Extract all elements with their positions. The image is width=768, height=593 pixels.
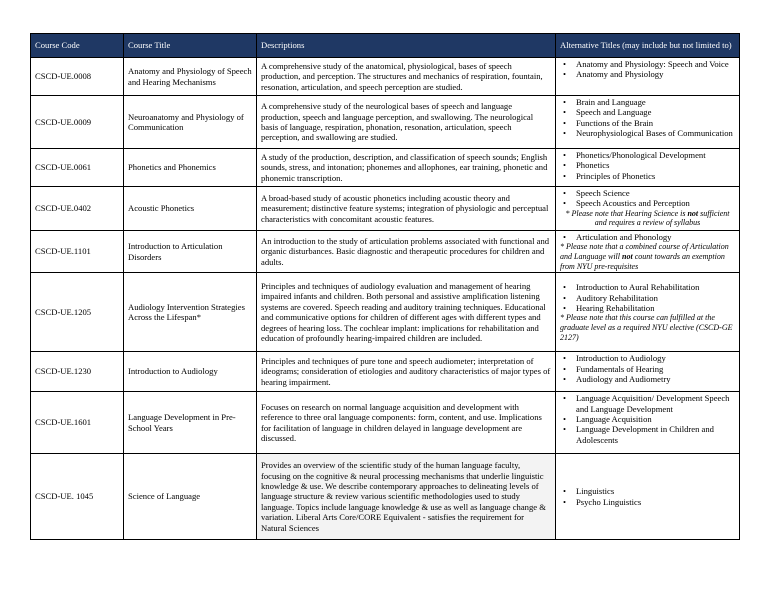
alternative-titles — [556, 231, 740, 273]
list-item: • Speech Acoustics and Perception — [573, 198, 735, 208]
header-course-title: Course Title — [124, 34, 257, 58]
list-item: • Neurophysiological Bases of Communication — [573, 128, 735, 138]
list-item: • Anatomy and Physiology: Speech and Voice — [573, 59, 735, 69]
table-row — [31, 454, 740, 540]
list-item: • Anatomy and Physiology — [573, 69, 735, 79]
table-row — [31, 58, 740, 96]
course-title: Introduction to Articulation Disorders — [124, 231, 257, 273]
course-title: Neuroanatomy and Physiology of Communication — [124, 96, 257, 149]
course-description: A comprehensive study of the anatomical, physiological, bases of speech production, and perception. The structures and mechanics of respiration, fountain, resonation, articulation, and speech perception are studied. — [257, 58, 556, 96]
alternative-titles — [556, 392, 740, 454]
table-row — [31, 149, 740, 187]
course-code: CSCD-UE.1230 — [31, 352, 124, 392]
course-title: Language Development in Pre-School Years — [124, 392, 257, 454]
course-title: Acoustic Phonetics — [124, 187, 257, 231]
alternative-titles — [556, 58, 740, 96]
course-description: A study of the production, description, and classification of speech sounds; English sounds, stress, and intonation; phonemes and allophones, ear training, phonetic and phonemic transcription. — [257, 149, 556, 187]
header-row — [31, 34, 740, 58]
note: * Please note that Hearing Science is not sufficient and requires a review of syllabus — [565, 208, 730, 228]
course-description: Provides an overview of the scientific study of the human language faculty, focusing on the cognitive & neural processing mechanisms that underlie linguistic knowledge & use. We describe contemporary approaches to delineating levels of language structure & review various scientific methodologies used to study language. Topics include language knowledge & use as well as language change & variation. Liberal Arts Core/CORE Equivalent - satisfies the requirement for Natural Sciences — [257, 454, 556, 540]
header-alternative-titles: Alternative Titles (may include but not limited to) — [556, 34, 740, 58]
course-code: CSCD-UE.0402 — [31, 187, 124, 231]
list-item: • Articulation and Phonology — [573, 232, 735, 242]
list-item: • Language Acquisition/ Development Speech and Language Development — [573, 393, 735, 414]
list-item: • Language Acquisition — [573, 414, 735, 424]
course-code: CSCD-UE.1601 — [31, 392, 124, 454]
table-row — [31, 96, 740, 149]
list-item: • Functions of the Brain — [573, 118, 735, 128]
course-title: Audiology Intervention Strategies Across the Lifespan* — [124, 273, 257, 352]
list-item: • Phonetics — [573, 160, 735, 170]
course-description: An introduction to the study of articulation problems associated with functional and organic disturbances. Basic diagnostic and therapeutic procedures for children and adults. — [257, 231, 556, 273]
course-description: A comprehensive study of the neurological bases of speech and language production, speech and language perception, and swallowing. The neurological basis of language, respiration, phonation, resonation, articulation, speech perception, and swallowing are studied. — [257, 96, 556, 149]
header-course-code: Course Code — [31, 34, 124, 58]
alternative-titles — [556, 273, 740, 352]
alternative-titles — [556, 96, 740, 149]
course-description: Principles and techniques of audiology evaluation and management of hearing impaired infants and children. Both personal and assistive amplification listening systems are covered. Speech reading and auditory training techniques. Educational and communicative options for children of different ages with different types and degrees of hearing loss. The cochlear implant: implications for rehabilitation and education of profoundly hearing-impaired children are included. — [257, 273, 556, 352]
course-description: Focuses on research on normal language acquisition and development with reference to three oral language components: form, content, and use. Implications for facilitation of language in children delayed in language development are discussed. — [257, 392, 556, 454]
list-item: • Fundamentals of Hearing — [573, 364, 735, 374]
table-row — [31, 392, 740, 454]
list-item: • Speech and Language — [573, 107, 735, 117]
alternative-titles — [556, 454, 740, 540]
list-item: • Auditory Rehabilitation — [573, 293, 735, 303]
course-code: CSCD-UE. 1045 — [31, 454, 124, 540]
list-item: • Hearing Rehabilitation — [573, 303, 735, 313]
list-item: • Phonetics/Phonological Development — [573, 150, 735, 160]
alternative-titles — [556, 352, 740, 392]
course-title: Anatomy and Physiology of Speech and Hearing Mechanisms — [124, 58, 257, 96]
list-item: • Principles of Phonetics — [573, 171, 735, 181]
note: * Please note that this course can fulfilled at the graduate level as a required NYU elective (CSCD-GE 2127) — [560, 313, 733, 342]
list-item: • Introduction to Audiology — [573, 353, 735, 363]
alternative-titles — [556, 149, 740, 187]
table-row — [31, 231, 740, 273]
table-row — [31, 352, 740, 392]
course-description: A broad-based study of acoustic phonetics including acoustic theory and measurement; distinctive feature systems; integration of physiologic and perceptual characteristics with concomitant acoustic features. — [257, 187, 556, 231]
list-item: • Speech Science — [573, 188, 735, 198]
course-title: Phonetics and Phonemics — [124, 149, 257, 187]
course-title: Science of Language — [124, 454, 257, 540]
list-item: • Audiology and Audiometry — [573, 374, 735, 384]
header-descriptions: Descriptions — [257, 34, 556, 58]
list-item: • Brain and Language — [573, 97, 735, 107]
footer-rule — [30, 539, 698, 540]
course-title: Introduction to Audiology — [124, 352, 257, 392]
list-item: • Psycho Linguistics — [573, 497, 735, 507]
note: * Please note that a combined course of Articulation and Language will not count towards an exemption from NYU pre-requisites — [560, 242, 729, 271]
table-row — [31, 273, 740, 352]
course-code: CSCD-UE.0009 — [31, 96, 124, 149]
list-item: • Linguistics — [573, 486, 735, 496]
course-code: CSCD-UE.0061 — [31, 149, 124, 187]
alternative-titles — [556, 187, 740, 231]
list-item: • Language Development in Children and Adolescents — [573, 424, 735, 445]
course-table — [30, 33, 740, 540]
course-code: CSCD-UE.1205 — [31, 273, 124, 352]
course-code: CSCD-UE.0008 — [31, 58, 124, 96]
course-description: Principles and techniques of pure tone and speech audiometer; interpretation of ideograms; consideration of etiologies and auditory characteristics of major types of hearing impairment. — [257, 352, 556, 392]
list-item: • Introduction to Aural Rehabilitation — [573, 282, 735, 292]
table-row — [31, 187, 740, 231]
course-code: CSCD-UE.1101 — [31, 231, 124, 273]
